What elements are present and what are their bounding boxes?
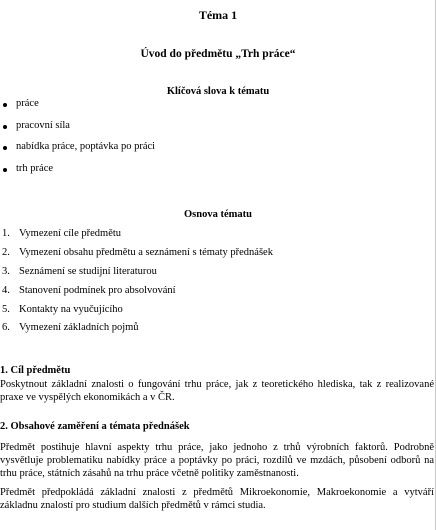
section-heading-content: 2. Obsahové zaměření a témata přednášek — [0, 421, 190, 432]
section-body-content: Předmět postihuje hlavní aspekty trhu práce, jako jednoho z trhů výrobních faktorů. Podrobně vysvětluje problematiku nabídky práce a poptávky po práci, rozdílů ve mzdách, působení odborů na trhu práce, státních zásahů na trhu práce včetně politiky zaměstnanosti. — [0, 442, 434, 479]
outline-heading: Osnova tématu — [184, 209, 252, 220]
item-text: Vymezení cíle předmětu — [19, 228, 122, 239]
item-text: Vymezení základních pojmů — [19, 322, 139, 333]
section-body-goal: Poskytnout základní znalosti o fungování trhu práce, jak z teoretického hlediska, tak z realizované praxe ve vyspělých ekonomikách a v ČR. — [0, 379, 434, 403]
section-heading-goal: 1. Cíl předmětu — [0, 365, 71, 376]
item-text: Seznámení se studijní literaturou — [19, 266, 157, 277]
keyword-text: pracovní síla — [16, 120, 70, 131]
page-title: Téma 1 — [198, 8, 238, 22]
item-text: Kontakty na vyučujícího — [19, 304, 123, 315]
item-text: Vymezení obsahu předmětu a seznámení s tématy přednášek — [19, 247, 273, 258]
item-text: Stanovení podmínek pro absolvování — [19, 285, 176, 296]
item-number: 4. — [2, 285, 10, 296]
item-number: 2. — [2, 247, 10, 258]
item-number: 3. — [2, 266, 10, 277]
bullet-icon — [3, 146, 7, 150]
course-subtitle: Úvod do předmětu „Trh práce“ — [140, 48, 296, 60]
keyword-text: nabídka práce, poptávka po práci — [16, 141, 156, 152]
keyword-text: trh práce — [16, 163, 54, 174]
item-number: 5. — [2, 304, 10, 315]
bullet-icon — [3, 125, 7, 129]
bullet-icon — [3, 168, 7, 172]
section-body-prerequisites: Předmět předpokládá základní znalosti z předmětů Mikroekonomie, Makroekonomie a vytváří základnu znalostí pro studium dalších předmětů v rámci studia. — [0, 487, 434, 511]
keywords-heading: Klíčová slova k tématu — [166, 86, 270, 97]
keyword-text: práce — [16, 98, 39, 109]
bullet-icon — [3, 103, 7, 107]
item-number: 6. — [2, 322, 10, 333]
item-number: 1. — [2, 228, 10, 239]
